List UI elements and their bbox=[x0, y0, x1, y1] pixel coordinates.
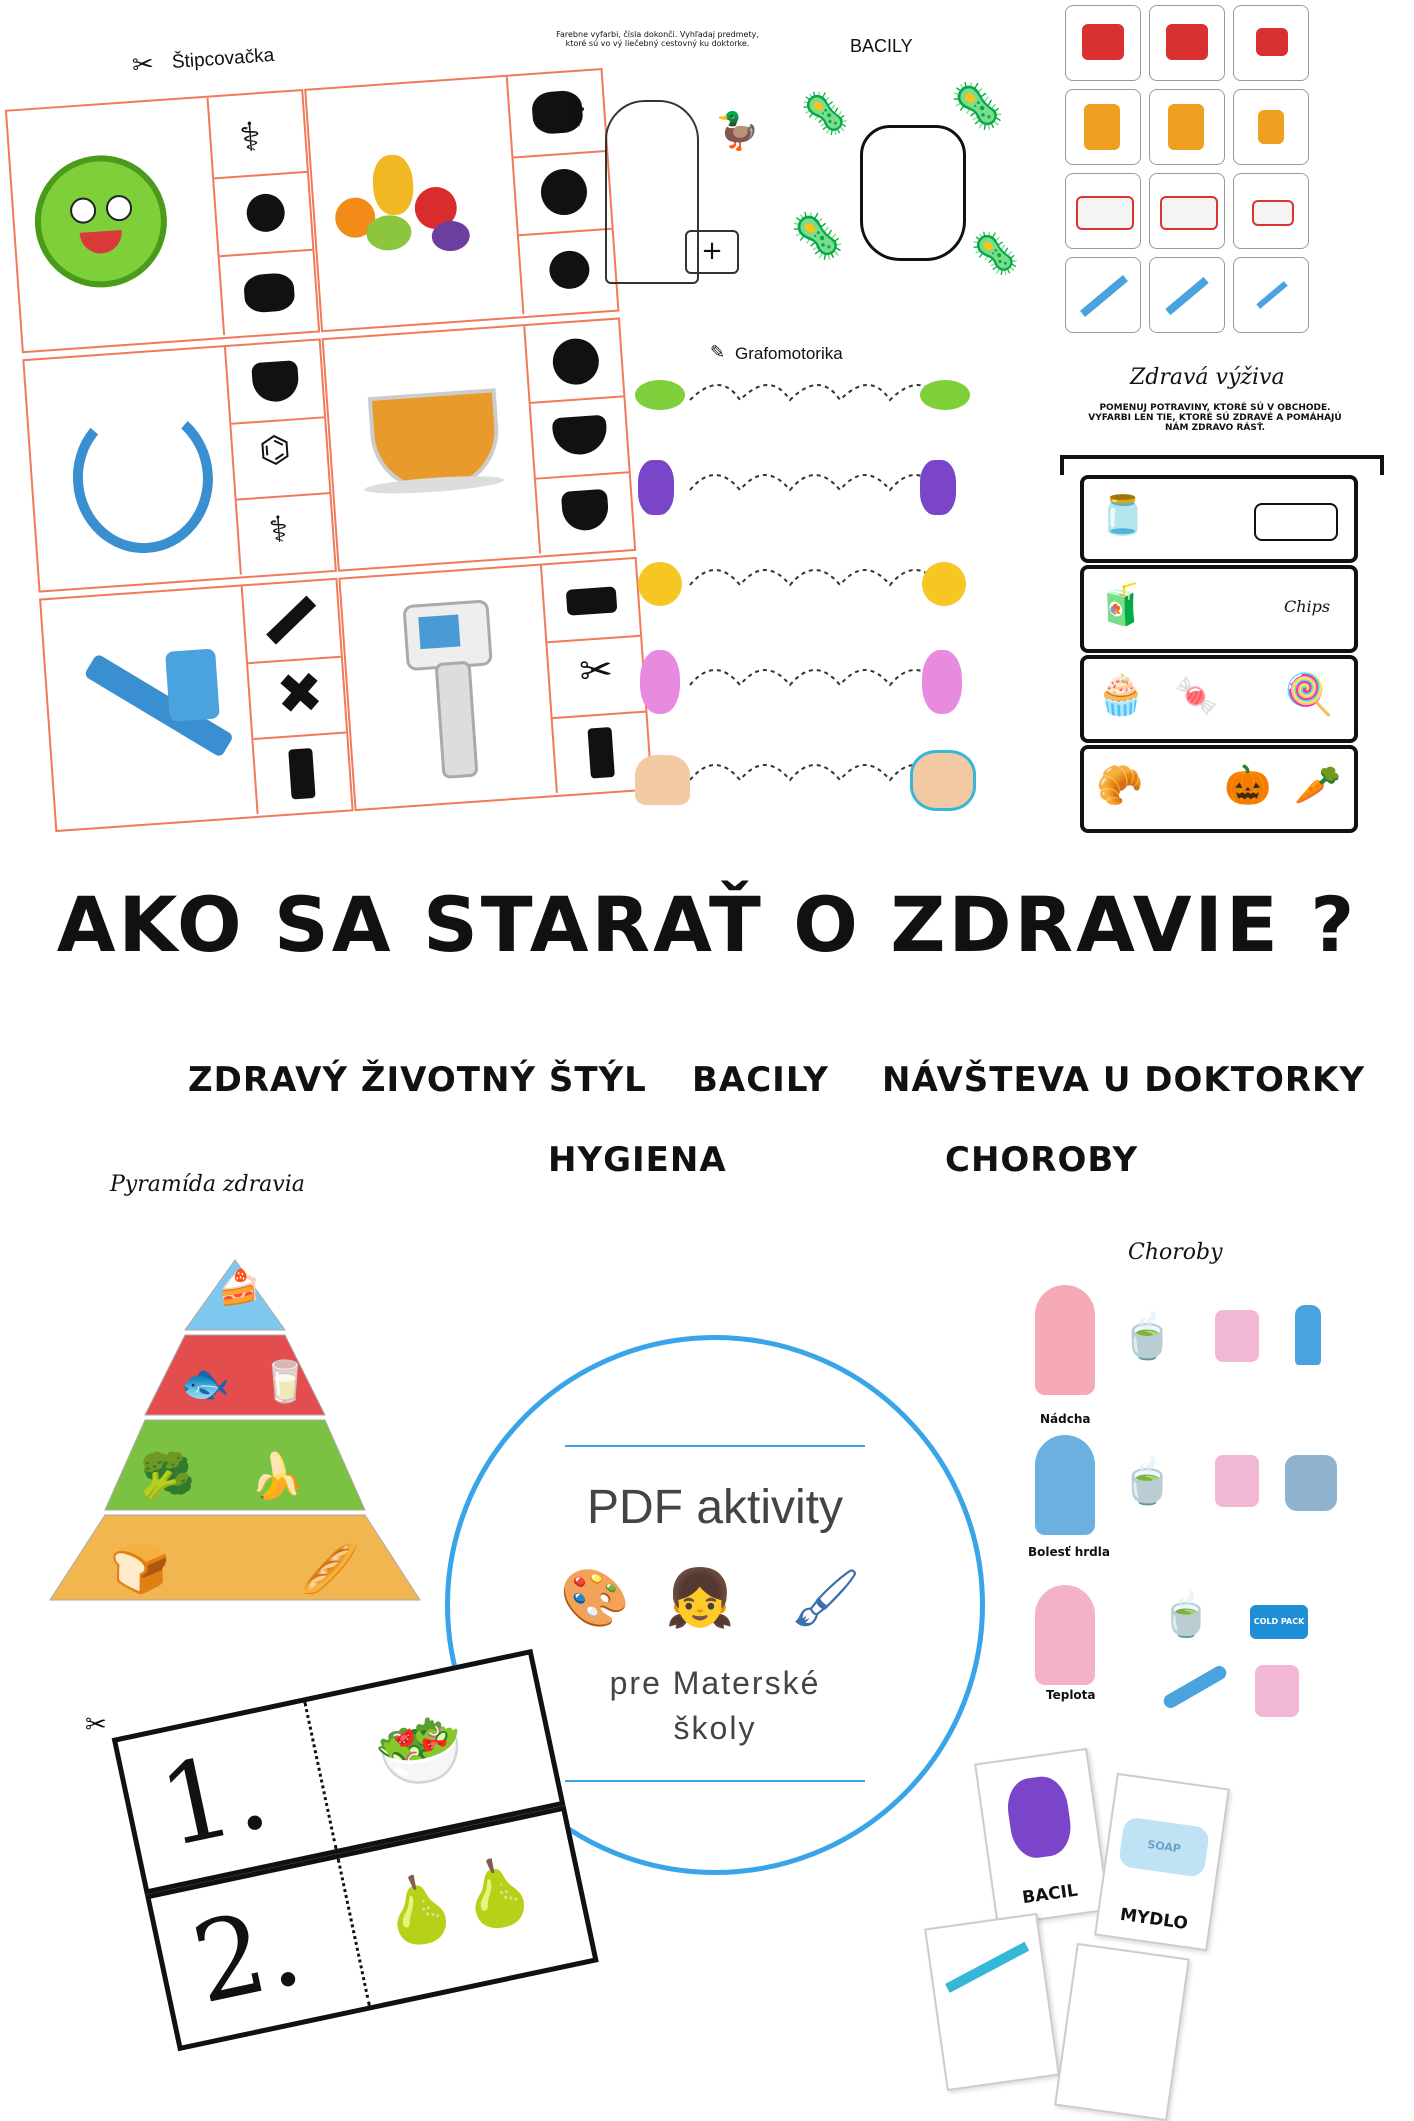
sick-child-icon bbox=[1035, 1285, 1095, 1395]
disease-label: Nádcha bbox=[1040, 1412, 1091, 1426]
brush-cup-icon: 🖌 bbox=[790, 1566, 862, 1631]
purple-germ-icon bbox=[920, 460, 956, 515]
green-germ-icon bbox=[920, 380, 970, 410]
zdrava-vyziva-title: Zdravá výživa bbox=[1130, 365, 1285, 390]
scissors-silhouette-icon: ✂ bbox=[577, 646, 615, 696]
pink-germ-icon bbox=[640, 650, 680, 714]
thermometer-icon bbox=[1161, 1663, 1229, 1710]
scissors-icon: ✂ bbox=[85, 1710, 107, 1740]
bowl-silhouette-icon bbox=[552, 415, 609, 457]
bacily-sheet bbox=[790, 30, 1020, 330]
jars-icon: 🫙 bbox=[1099, 493, 1147, 537]
thermometer-silhouette-icon bbox=[587, 727, 614, 779]
chips-bag-label: Chips bbox=[1284, 597, 1331, 616]
grid-card bbox=[1233, 173, 1309, 249]
first-aid-kit-icon: + bbox=[685, 230, 739, 274]
cupcake-icon: 🧁 bbox=[1096, 672, 1146, 718]
number-label: 1. bbox=[149, 1724, 279, 1872]
grid-card bbox=[1149, 173, 1225, 249]
ambulance-icon bbox=[1252, 200, 1294, 226]
sequence-grid bbox=[1065, 5, 1315, 340]
duck-drawing-icon: 🦆 bbox=[715, 111, 760, 152]
topic-hygiena: HYGIENA bbox=[548, 1140, 727, 1180]
sick-child-icon bbox=[1035, 1585, 1095, 1685]
hand-drawing-icon bbox=[860, 125, 966, 261]
stethoscope-icon bbox=[68, 398, 218, 557]
pumpkin-icon: 🎃 bbox=[1224, 763, 1272, 807]
grid-card bbox=[1149, 257, 1225, 333]
scarf-icon bbox=[1285, 1455, 1337, 1511]
grid-card bbox=[1149, 5, 1225, 81]
badge-line3: školy bbox=[673, 1710, 757, 1746]
pill-bottle-icon bbox=[1258, 110, 1284, 144]
virus-drawing-icon: 🦠 bbox=[790, 211, 845, 262]
stethoscope-silhouette-icon: ⚕ bbox=[237, 114, 263, 162]
eggs-carton-icon bbox=[1254, 503, 1338, 541]
grid-card bbox=[1233, 5, 1309, 81]
first-aid-kit-icon bbox=[1082, 24, 1124, 60]
badge-line1: PDF aktivity bbox=[586, 1481, 844, 1534]
cold-pack-icon: COLD PACK bbox=[1250, 1605, 1308, 1639]
number-strip-sheet bbox=[95, 1569, 600, 2029]
medicine-bottle-icon bbox=[165, 648, 220, 721]
flashcard-bacil bbox=[974, 1748, 1110, 1926]
candy-icon: 🍬 bbox=[1174, 676, 1219, 717]
page-title: AKO SA STARAŤ O ZDRAVIE ? bbox=[56, 880, 1358, 969]
fruit-icon: 🍌 bbox=[250, 1451, 305, 1502]
purple-germ-icon bbox=[638, 460, 674, 515]
virus-silhouette-icon bbox=[245, 193, 286, 234]
toothbrush-icon bbox=[945, 1942, 1029, 1993]
topic-zdravy-zivotny-styl: ZDRAVÝ ŽIVOTNÝ ŠTÝL bbox=[188, 1060, 647, 1100]
washing-hands-icon bbox=[910, 750, 976, 811]
grid-card bbox=[1065, 173, 1141, 249]
molecule-icon: ⌬ bbox=[257, 428, 293, 472]
bottles-icon: 🧃 bbox=[1096, 582, 1146, 628]
cup-silhouette-icon bbox=[561, 489, 610, 532]
coloring-instructions: Farebne vyfarbi, čísla dokonči. Vyhľadaj predmety, ktoré sú vo vý liečebný cestovný ku doktorke. bbox=[556, 30, 759, 48]
fruit-silhouette-icon bbox=[243, 272, 296, 313]
divider-line bbox=[565, 1780, 865, 1782]
sweets-icon: 🍰 bbox=[218, 1268, 261, 1308]
soap-icon: SOAP bbox=[1118, 1816, 1210, 1877]
pill-bottle-icon bbox=[1084, 104, 1120, 150]
zdrava-vyziva-instructions: POMENUJ POTRAVINY, KTORÉ SÚ V OBCHODE. VYFARBI LEN TIE, KTORÉ SÚ ZDRAVÉ A POMÁHAJÚ NÁM ZDRAVO RÁSŤ. bbox=[1088, 403, 1342, 433]
grid-card bbox=[1233, 257, 1309, 333]
flashcard-label: BACIL bbox=[1021, 1880, 1080, 1909]
bacteria-drawing-icon: 🦠 bbox=[950, 81, 1005, 132]
syringe-silhouette-icon bbox=[266, 596, 316, 645]
clip-card bbox=[5, 89, 320, 353]
bread-icon: 🍞 bbox=[110, 1541, 170, 1597]
choroby-title: Choroby bbox=[1128, 1240, 1223, 1265]
dirty-hands-icon bbox=[635, 755, 690, 805]
orange-silhouette-icon bbox=[551, 337, 600, 386]
divider-line bbox=[565, 1445, 865, 1447]
medicine-jar-icon bbox=[1215, 1455, 1259, 1507]
medicine-jar-icon bbox=[1255, 1665, 1299, 1717]
children-icon: 👧 bbox=[665, 1566, 735, 1631]
tea-icon: 🍵 bbox=[1120, 1456, 1175, 1507]
pasta-icon: 🥖 bbox=[300, 1541, 360, 1597]
grid-card bbox=[1233, 89, 1309, 165]
pink-germ-icon bbox=[922, 650, 962, 714]
shelf-row bbox=[1080, 475, 1358, 563]
milk-icon: 🥛 bbox=[260, 1359, 310, 1405]
fruit-basket-icon bbox=[331, 149, 488, 259]
germ-icon bbox=[30, 151, 171, 292]
first-aid-kit-icon bbox=[1166, 24, 1208, 60]
cup-silhouette-icon bbox=[251, 360, 300, 403]
mask-silhouette-icon bbox=[566, 586, 618, 615]
ambulance-icon bbox=[1076, 196, 1134, 230]
grid-card bbox=[1065, 257, 1141, 333]
pear-icon: 🍐 bbox=[450, 1849, 545, 1939]
shelf-row bbox=[1080, 565, 1358, 653]
grid-card bbox=[1149, 89, 1225, 165]
grafomotorika-title: Grafomotorika bbox=[735, 344, 843, 363]
pill-bottle-icon bbox=[1168, 104, 1204, 150]
art-supplies-icon: 🎨 bbox=[560, 1566, 630, 1631]
yellow-germ-icon bbox=[638, 562, 682, 606]
sick-child-icon bbox=[1035, 1435, 1095, 1535]
nasal-spray-icon bbox=[1295, 1305, 1321, 1365]
bacily-title: BACILY bbox=[850, 36, 913, 56]
tea-icon: 🍵 bbox=[1160, 1590, 1213, 1639]
clip-card bbox=[322, 317, 637, 571]
stethoscope-small-icon: ⚕ bbox=[267, 509, 290, 552]
stethoscope-drawing-icon: ⚕ bbox=[565, 90, 587, 136]
disease-label: Teplota bbox=[1046, 1688, 1096, 1702]
meat-fish-icon: 🐟 bbox=[180, 1361, 230, 1407]
number-label: 2. bbox=[182, 1881, 312, 2029]
clip-card bbox=[39, 578, 354, 832]
grafomotorika-sheet bbox=[630, 340, 980, 820]
green-germ-icon bbox=[635, 380, 685, 410]
dotted-divider bbox=[337, 1858, 371, 2005]
topic-navsteva-u-doktorky: NÁVŠTEVA U DOKTORKY bbox=[882, 1060, 1365, 1100]
flashcard-blank bbox=[1054, 1943, 1190, 2121]
badge-line2: pre Materské bbox=[609, 1665, 821, 1701]
salad-icon: 🥗 bbox=[368, 1700, 474, 1802]
coloring-sheet bbox=[545, 30, 770, 310]
syringe-icon bbox=[1256, 281, 1287, 309]
medicine-jar-icon bbox=[1215, 1310, 1259, 1362]
syringe-icon bbox=[1165, 277, 1208, 315]
purple-germ-icon bbox=[1004, 1773, 1075, 1861]
lollipop-icon: 🍭 bbox=[1284, 672, 1334, 718]
grid-card bbox=[1065, 5, 1141, 81]
thermometer-gun-icon bbox=[402, 599, 492, 671]
clip-card bbox=[22, 338, 337, 592]
dotted-divider bbox=[303, 1702, 337, 1849]
first-aid-kit-icon bbox=[1256, 28, 1288, 56]
flashcard-mydlo bbox=[1094, 1773, 1230, 1951]
ambulance-icon bbox=[1160, 196, 1218, 230]
virus-drawing-icon: 🦠 bbox=[970, 231, 1020, 277]
tea-icon: 🍵 bbox=[1120, 1311, 1175, 1362]
flashcard-toothbrush bbox=[924, 1913, 1060, 2091]
topic-bacily: BACILY bbox=[692, 1060, 829, 1100]
pyramida-title: Pyramída zdravia bbox=[110, 1172, 305, 1197]
bacteria-drawing-icon: 🦠 bbox=[800, 91, 850, 137]
vegetables-icon: 🥦 bbox=[140, 1451, 195, 1502]
yellow-germ-icon bbox=[922, 562, 966, 606]
bread-icon: 🥐 bbox=[1096, 763, 1144, 807]
thermometer-silhouette-icon bbox=[288, 748, 315, 800]
grid-card bbox=[1065, 89, 1141, 165]
cross-silhouette-icon: ✖ bbox=[274, 660, 326, 729]
stipcovacka-title: Štipcovačka bbox=[171, 44, 275, 74]
topic-choroby: CHOROBY bbox=[945, 1140, 1139, 1180]
pencil-icon: ✎ bbox=[710, 342, 726, 363]
shelf-row bbox=[1080, 655, 1358, 743]
syringe-icon bbox=[1080, 275, 1128, 317]
shelf-top bbox=[1060, 455, 1384, 475]
shelf-row bbox=[1080, 745, 1358, 833]
disease-label: Bolesť hrdla bbox=[1028, 1545, 1110, 1559]
clip-card bbox=[338, 557, 653, 811]
flashcard-label: MYDLO bbox=[1118, 1904, 1190, 1935]
zdrava-vyziva-sheet bbox=[1040, 365, 1380, 865]
pear-icon: 🍐 bbox=[372, 1866, 466, 1956]
carrot-icon: 🥕 bbox=[1294, 763, 1342, 807]
scissors-icon: ✂ bbox=[131, 49, 155, 81]
